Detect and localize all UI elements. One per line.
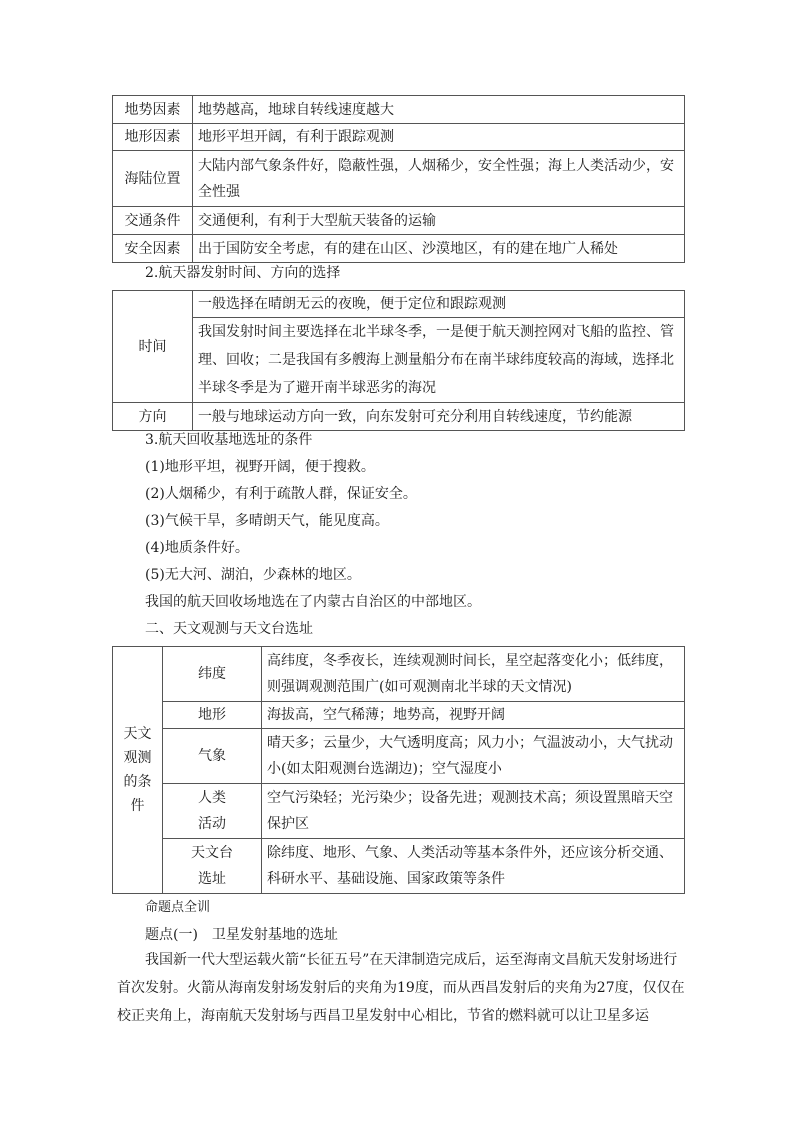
launch-site-factors-table xyxy=(112,95,685,263)
time-label: 时间 xyxy=(113,291,193,403)
launch-time-direction-table xyxy=(112,290,685,431)
factor-label: 海陆位置 xyxy=(113,151,193,207)
group-label xyxy=(113,647,163,894)
table-row xyxy=(113,784,685,839)
condition-item: (3)气候干旱，多晴朗天气，能见度高。 xyxy=(145,513,389,529)
condition-label xyxy=(163,839,262,894)
condition-label: 地形 xyxy=(163,702,262,729)
condition-label: 纬度 xyxy=(163,647,262,702)
question-text: 我国新一代大型运载火箭“长征五号”在天津制造完成后，运至海南文昌航天发射场进行首次发射。火箭从海南发射场发射后的夹角为19度，而从西昌发射后的夹角为27度，仅仅在校正夹角上，海南航天发射场与西昌卫星发射中心相比，节省的燃料就可以让卫星多运 xyxy=(117,952,685,1024)
factor-content: 地形平坦开阔，有利于跟踪观测 xyxy=(193,124,685,151)
table-row xyxy=(113,96,685,124)
factor-label: 地势因素 xyxy=(113,96,193,124)
training-heading: 命题点全训 xyxy=(145,900,211,915)
topic-heading: 题点(一) 卫星发射基地的选址 xyxy=(145,927,338,943)
condition-item: (5)无大河、湖泊，少森林的地区。 xyxy=(145,567,361,583)
table-row xyxy=(113,403,685,431)
condition-content: 除纬度、地形、气象、人类活动等基本条件外，还应该分析交通、科研水平、基础设施、国家政策等条件 xyxy=(262,839,685,894)
factor-content: 出于国防安全考虑，有的建在山区、沙漠地区，有的建在地广人稀处 xyxy=(193,235,685,263)
table-row xyxy=(113,124,685,151)
factor-content: 交通便利，有利于大型航天装备的运输 xyxy=(193,207,685,235)
condition-item: (1)地形平坦，视野开阔，便于搜救。 xyxy=(145,459,375,475)
table-row xyxy=(113,291,685,318)
group-label-text: 天文观测的条件 xyxy=(123,726,152,814)
direction-label: 方向 xyxy=(113,403,193,431)
condition-item: (2)人烟稀少，有利于疏散人群，保证安全。 xyxy=(145,486,417,502)
section-heading: 3.航天回收基地选址的条件 xyxy=(145,432,313,448)
table-row xyxy=(113,647,685,702)
factor-content: 大陆内部气象条件好，隐蔽性强，人烟稀少，安全性强；海上人类活动少，安全性强 xyxy=(193,151,685,207)
section-heading: 二、天文观测与天文台选址 xyxy=(145,621,313,637)
table-row xyxy=(113,318,685,403)
time-content-2: 我国发射时间主要选择在北半球冬季，一是便于航天测控网对飞船的监控、管理、回收；二是我国有多艘海上测量船分布在南半球纬度较高的海域，选择北半球冬季是为了避开南半球恶劣的海况 xyxy=(193,318,685,403)
table-row xyxy=(113,235,685,263)
condition-content: 高纬度，冬季夜长，连续观测时间长，星空起落变化小；低纬度，则强调观测范围广(如可观测南北半球的天文情况) xyxy=(262,647,685,702)
condition-label-text: 天文台选址 xyxy=(191,845,233,887)
factor-label: 安全因素 xyxy=(113,235,193,263)
factor-label: 交通条件 xyxy=(113,207,193,235)
table-row xyxy=(113,151,685,207)
time-content-1: 一般选择在晴朗无云的夜晚，便于定位和跟踪观测 xyxy=(193,291,685,318)
table-row xyxy=(113,839,685,894)
condition-item: (4)地质条件好。 xyxy=(145,540,249,556)
recovery-note: 我国的航天回收场地选在了内蒙古自治区的中部地区。 xyxy=(145,594,481,610)
section-heading: 2.航天器发射时间、方向的选择 xyxy=(145,265,341,281)
factor-content: 地势越高，地球自转线速度越大 xyxy=(193,96,685,124)
factor-label: 地形因素 xyxy=(113,124,193,151)
condition-label xyxy=(163,784,262,839)
condition-label-text: 人类活动 xyxy=(198,790,226,832)
condition-content: 海拔高，空气稀薄；地势高，视野开阔 xyxy=(262,702,685,729)
condition-content: 晴天多；云量少，大气透明度高；风力小；气温波动小，大气扰动小(如太阳观测台选湖边)；空气湿度小 xyxy=(262,729,685,784)
table-row xyxy=(113,729,685,784)
condition-label: 气象 xyxy=(163,729,262,784)
table-row xyxy=(113,207,685,235)
table-row xyxy=(113,702,685,729)
astronomy-conditions-table xyxy=(112,646,685,894)
condition-content: 空气污染轻；光污染少；设备先进；观测技术高；须设置黑暗天空保护区 xyxy=(262,784,685,839)
direction-content: 一般与地球运动方向一致，向东发射可充分利用自转线速度，节约能源 xyxy=(193,403,685,431)
